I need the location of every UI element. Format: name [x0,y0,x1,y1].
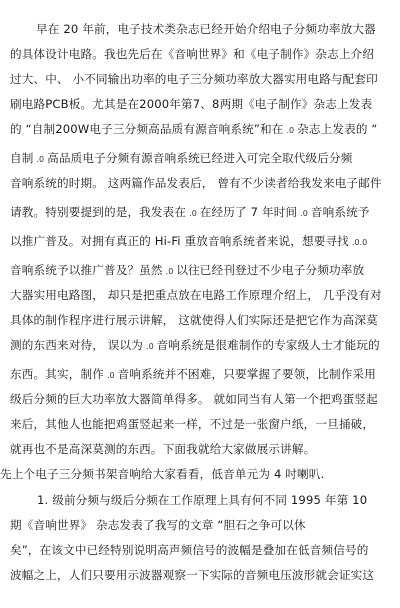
text-line [10,543,368,557]
text-line [10,442,315,456]
text-segment: 测的东西来对待， 误以为 [10,338,144,352]
text-line [10,392,378,406]
text-segment: 高品质电子分频有源音响系统已经进入可完全取代级后分频 [47,151,353,165]
text-segment: 的具体设计电路。我也先后在《音响世界》和《电子制作》杂志上介绍 [10,47,375,61]
placeholder-mark: .0 [286,126,295,135]
text-segment: 过大、中、 小不同输出功率的电子三分频功率放大器实用电路与配套印 [10,72,378,86]
text-segment: 矣”，在该文中已经特别说明高声频信号的波幅是叠加在低音频信号的 [10,543,369,557]
placeholder-mark: .0 [165,267,174,276]
text-line [10,122,378,138]
placeholder-mark: .0 [300,209,308,218]
text-line [10,47,374,61]
text-segment: 请教。特别要提到的是，我发表在 [10,205,187,219]
text-segment: 音响系统是很难制作的专家级人士才能玩的 [156,338,380,352]
text-line [10,205,370,221]
text-segment: 先上个电子三分频书架音响给大家看看，低音单元为 4 吋喇叭. [0,467,325,481]
text-segment: 东西。其实，制作 [10,367,104,381]
text-segment: 刷电路PCB板。尤其是在2000年第7、8两期《电子制作》杂志上发表 [10,97,373,111]
text-segment: 自制 [10,151,34,165]
text-segment: 期《音响世界》 杂志发表了我写的文章 “胆石之争可以休 [10,518,306,532]
text-segment: 在经历了 7 年时间 [199,205,298,219]
text-line [10,288,382,302]
text-segment: 的 “自制200W电子三分频高品质有源音响系统”和在 [10,122,284,136]
text-segment: 1. 级前分频与级后分频在工作原理上具有何不同 1995 年第 10 [37,493,368,507]
text-line [10,234,370,250]
text-line [10,72,378,86]
text-line [10,417,374,431]
text-segment: 具体的制作程序进行展示讲解， 这就使得人们实际还是把它作为高深莫 [10,313,378,327]
text-line [0,467,324,481]
text-segment: 音响系统予 [310,205,370,219]
text-segment: 杂志上发表的 “ [297,122,378,136]
text-segment: 就再也不是高深莫测的东西。下面我就给大家做展示讲解。 [10,442,316,456]
text-line [10,151,352,167]
text-segment: 波幅之上，人们只要用示波器观察一下实际的音频电压波形就会证实这 [10,568,375,582]
text-line [10,263,364,279]
text-segment: 以推广普及。对拥有真正的 Hi-Fi 重放音响系统者来说，想要寻找 [10,234,349,248]
text-line [10,97,372,111]
text-segment: 音响系统的时期。 这两篇作品发表后， 曾有不少读者给我发来电子邮件 [10,176,382,190]
text-segment: 音响系统并不困难，只要掌握了要领，比制作采用 [117,367,376,381]
text-line [36,22,376,36]
text-segment: 音响系统予以推广普及？虽然 [10,263,163,277]
text-line [10,313,378,327]
text-line [10,518,306,532]
text-segment: 大器实用电路图， 却只是把重点放在电路工作原理介绍上， 几乎没有对 [10,288,382,302]
text-segment: 来后，其他人也能把鸡蛋竖起来一样，不过是一张窗户纸，一旦捅破， [10,417,375,431]
text-segment: 以往已经刊登过不少电子分频功率放 [176,263,365,277]
text-segment: 级后分频的巨大功率放大器简单得多。 就如同当有人第一个把鸡蛋竖起 [10,392,378,406]
text-line [10,367,376,383]
text-line [37,493,367,507]
text-line [10,568,374,582]
text-line [10,338,380,354]
placeholder-mark: .0 [106,371,115,380]
placeholder-mark: .0 [189,209,197,218]
placeholder-mark: .0.0 [351,238,368,247]
placeholder-mark: .0 [36,155,45,164]
text-segment: 早在 20 年前，电子技术类杂志已经开始介绍电子分频功率放大器 [36,22,376,36]
placeholder-mark: .0 [146,342,154,351]
text-line [10,176,382,190]
